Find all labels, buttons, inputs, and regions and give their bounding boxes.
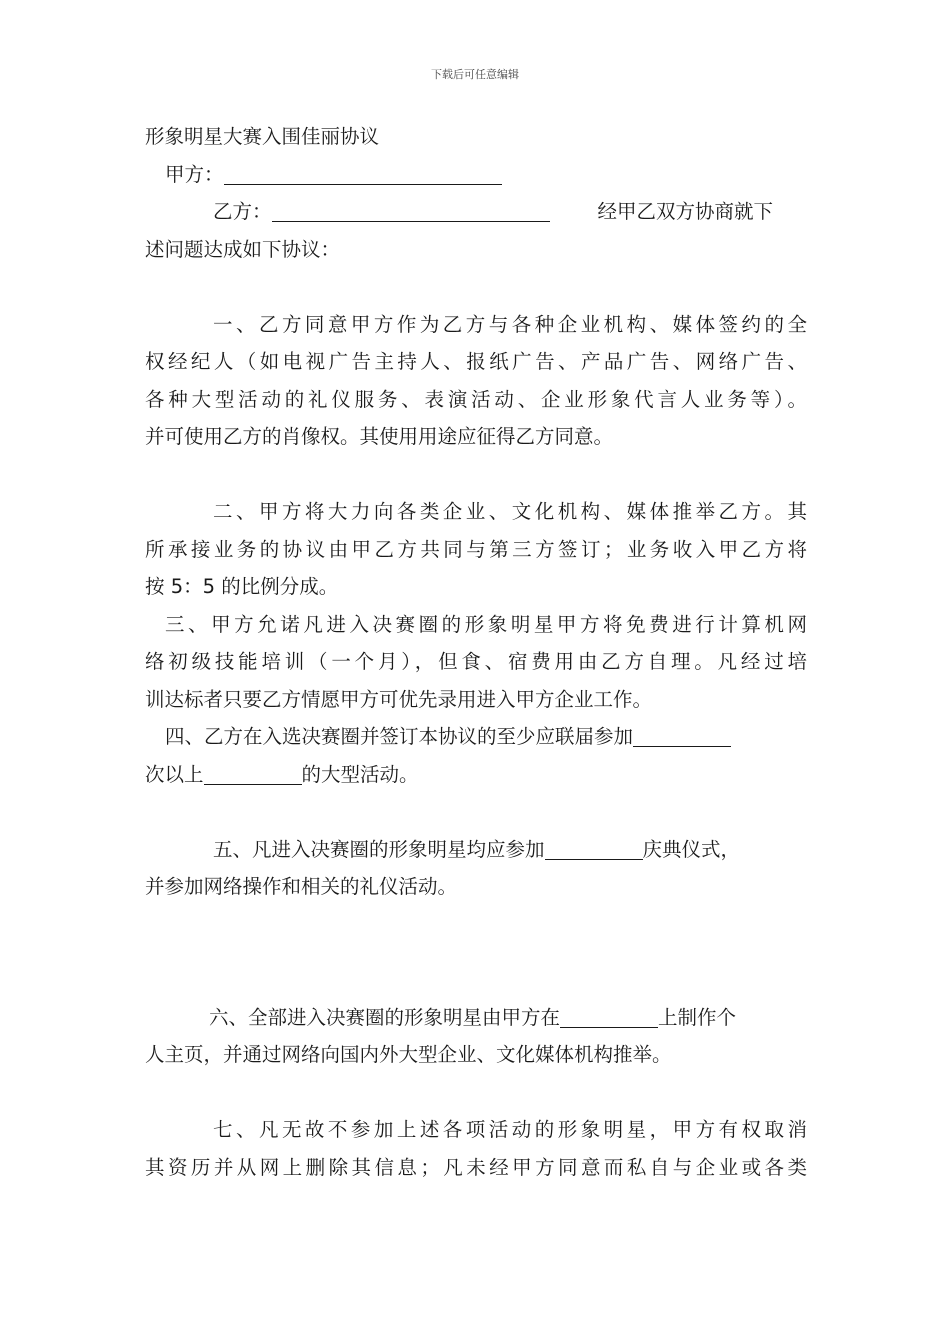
clause-6-blank bbox=[560, 999, 658, 1028]
document-title: 形象明星大赛入围佳丽协议 bbox=[145, 125, 380, 148]
clause-4-line bbox=[145, 756, 807, 794]
party-a-line bbox=[145, 156, 807, 194]
party-a-blank bbox=[224, 156, 502, 185]
clause-7-line: 其资历并从网上删除其信息；凡未经甲方同意而私自与企业或各类 bbox=[145, 1155, 807, 1179]
clause-7-line: 七、凡无故不参加上述各项活动的形象明星，甲方有权取消 bbox=[213, 1118, 807, 1141]
clause-1-line: 权经纪人（如电视广告主持人、报纸广告、产品广告、网络广告、 bbox=[145, 350, 807, 373]
clause-5-text: 五、凡进入决赛圈的形象明星均应参加 bbox=[213, 837, 545, 861]
clause-6-line: 人主页，并通过网络向国内外大型企业、文化媒体机构推举。 bbox=[145, 1043, 672, 1066]
clause-1-line: 各种大型活动的礼仪服务、表演活动、企业形象代言人业务等）。 bbox=[145, 387, 807, 411]
agreement-document bbox=[145, 118, 807, 1186]
clause-2-line: 所承接业务的协议由甲乙方共同与第三方签订；业务收入甲乙方将 bbox=[145, 537, 807, 561]
intro-text: 经甲乙双方协商就下 bbox=[597, 200, 774, 223]
clause-3-line: 训达标者只要乙方情愿甲方可优先录用进入甲方企业工作。 bbox=[145, 687, 653, 711]
party-b-line bbox=[145, 193, 807, 231]
clause-3-line: 三、甲方允诺凡进入决赛圈的形象明星甲方将免费进行计算机网 bbox=[165, 612, 807, 636]
clause-2-line: 二、甲方将大力向各类企业、文化机构、媒体推举乙方。其 bbox=[213, 500, 807, 523]
clause-5-text: 庆典仪式， bbox=[642, 837, 741, 861]
clause-4-text: 的大型活动。 bbox=[301, 762, 419, 786]
clause-5-blank bbox=[545, 831, 643, 860]
clause-4-text: 四、乙方在入选决赛圈并签订本协议的至少应联届参加 bbox=[165, 725, 634, 748]
clause-6-text: 上制作个 bbox=[658, 1005, 737, 1029]
clause-1-line: 并可使用乙方的肖像权。其使用用途应征得乙方同意。 bbox=[145, 425, 614, 448]
clause-6-line bbox=[145, 999, 807, 1037]
clause-4-blank bbox=[633, 718, 731, 747]
clause-2-line: 按 5：5 的比例分成。 bbox=[145, 575, 339, 598]
page-header: 下载后可任意编辑 bbox=[431, 68, 519, 81]
clause-3-line: 络初级技能培训（一个月），但食、宿费用由乙方自理。凡经过培 bbox=[145, 650, 807, 673]
clause-4-text: 次以上 bbox=[145, 762, 204, 786]
clause-4-line bbox=[145, 718, 807, 756]
party-b-blank bbox=[272, 193, 550, 222]
intro-line: 述问题达成如下协议： bbox=[145, 237, 341, 261]
party-a-label: 甲方： bbox=[165, 162, 224, 186]
clause-4-blank bbox=[204, 756, 302, 785]
clause-5-line: 并参加网络操作和相关的礼仪活动。 bbox=[145, 875, 458, 898]
clause-5-line bbox=[145, 831, 807, 869]
clause-1-line: 一、乙方同意甲方作为乙方与各种企业机构、媒体签约的全 bbox=[213, 312, 807, 336]
party-b-label: 乙方： bbox=[213, 200, 272, 223]
clause-6-text: 六、全部进入决赛圈的形象明星由甲方在 bbox=[209, 1005, 561, 1029]
